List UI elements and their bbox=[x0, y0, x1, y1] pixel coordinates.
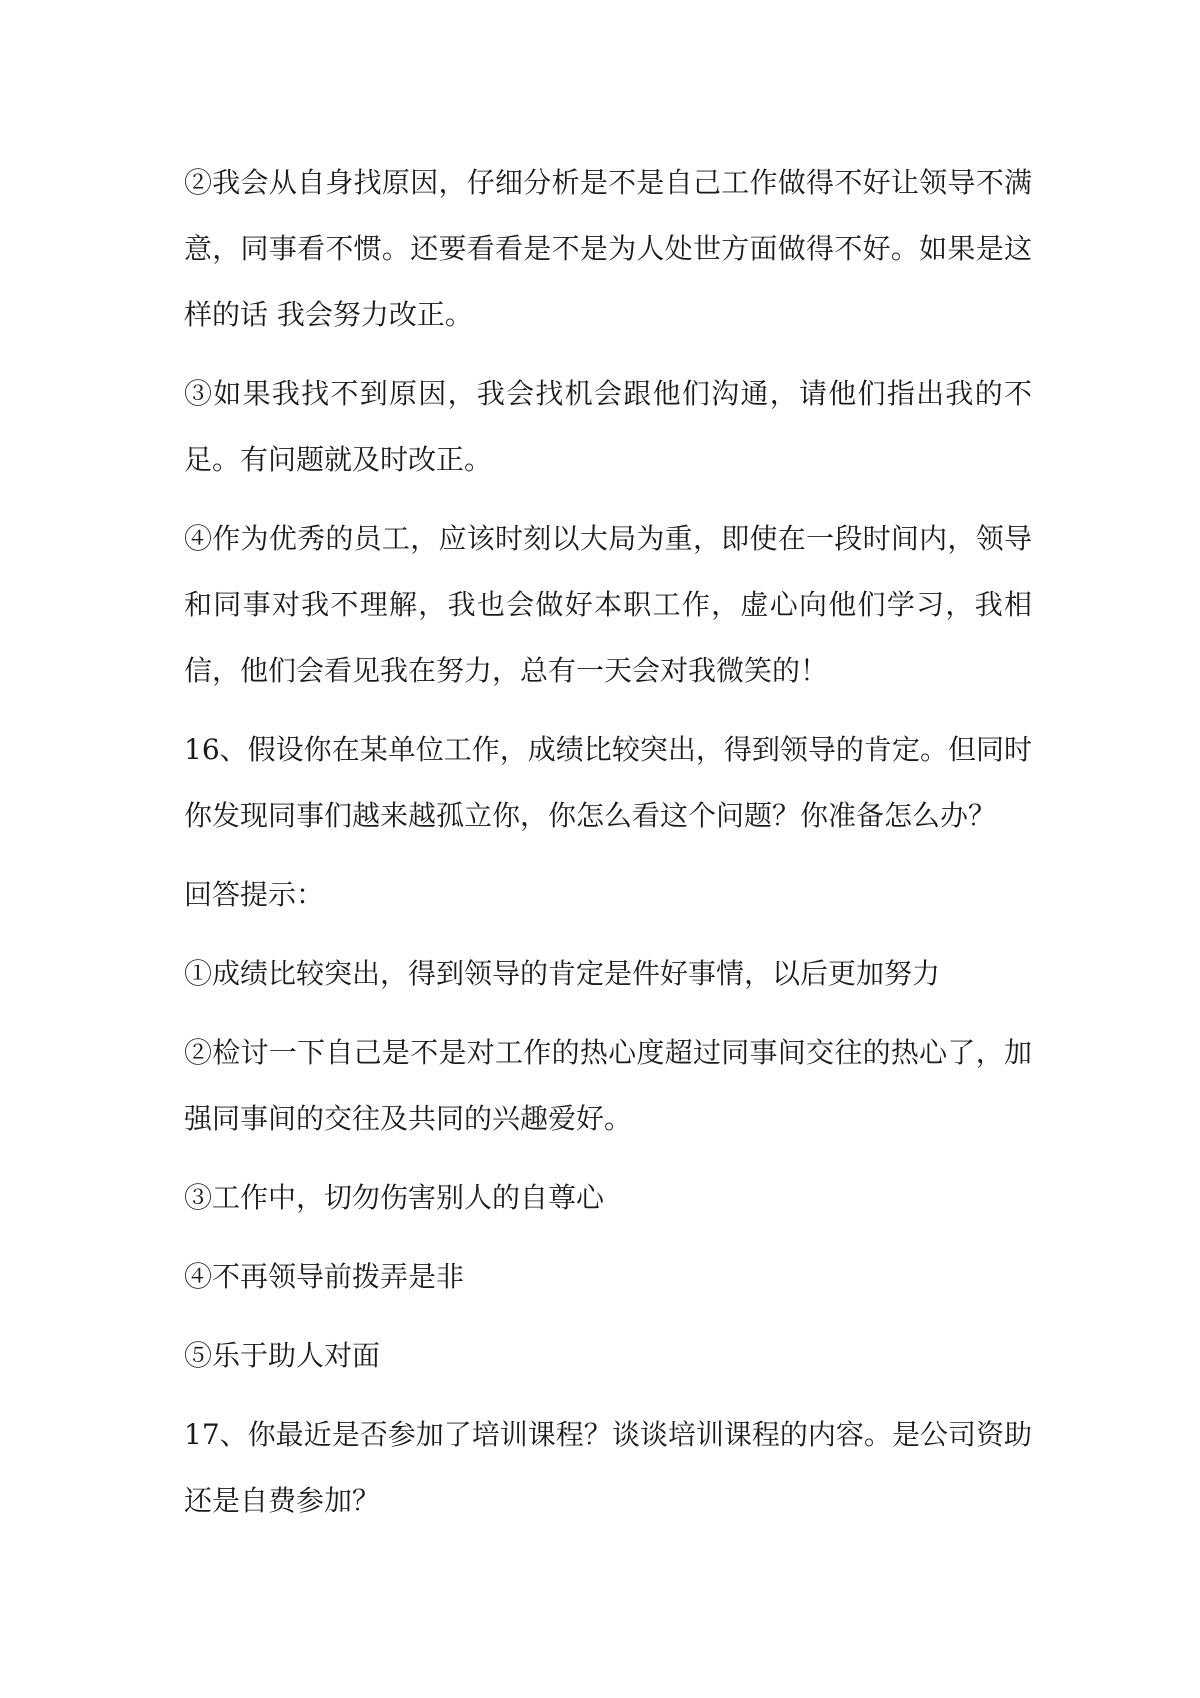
document-body bbox=[184, 150, 1032, 1547]
question-17-paragraph: 17、你最近是否参加了培训课程？谈谈培训课程的内容。是公司资助还是自费参加？ bbox=[184, 1418, 1032, 1517]
hint-point-4-paragraph: ④不再领导前拨弄是非 bbox=[184, 1260, 465, 1293]
hint-point-1-paragraph: ①成绩比较突出，得到领导的肯定是件好事情，以后更加努力 bbox=[184, 957, 941, 990]
hint-point-3-paragraph: ③工作中，切勿伤害别人的自尊心 bbox=[184, 1181, 605, 1214]
question-16-paragraph: 16、假设你在某单位工作，成绩比较突出，得到领导的肯定。但同时你发现同事们越来越孤立你，你怎么看这个问题？你准备怎么办？ bbox=[184, 733, 1032, 832]
answer-point-2-paragraph: ②我会从自身找原因，仔细分析是不是自己工作做得不好让领导不满意，同事看不惯。还要看看是不是为人处世方面做得不好。如果是这样的话 我会努力改正。 bbox=[184, 166, 1032, 331]
hint-point-2-paragraph: ②检讨一下自己是不是对工作的热心度超过同事间交往的热心了，加强同事间的交往及共同的兴趣爱好。 bbox=[184, 1036, 1032, 1135]
answer-point-3-paragraph: ③如果我找不到原因，我会找机会跟他们沟通，请他们指出我的不足。有问题就及时改正。 bbox=[184, 377, 1032, 476]
answer-point-4-paragraph: ④作为优秀的员工，应该时刻以大局为重，即使在一段时间内，领导和同事对我不理解，我也会做好本职工作，虚心向他们学习，我相信，他们会看见我在努力，总有一天会对我微笑的！ bbox=[184, 522, 1032, 687]
answer-hint-heading: 回答提示： bbox=[184, 878, 325, 911]
hint-point-5-paragraph: ⑤乐于助人对面 bbox=[184, 1339, 381, 1372]
